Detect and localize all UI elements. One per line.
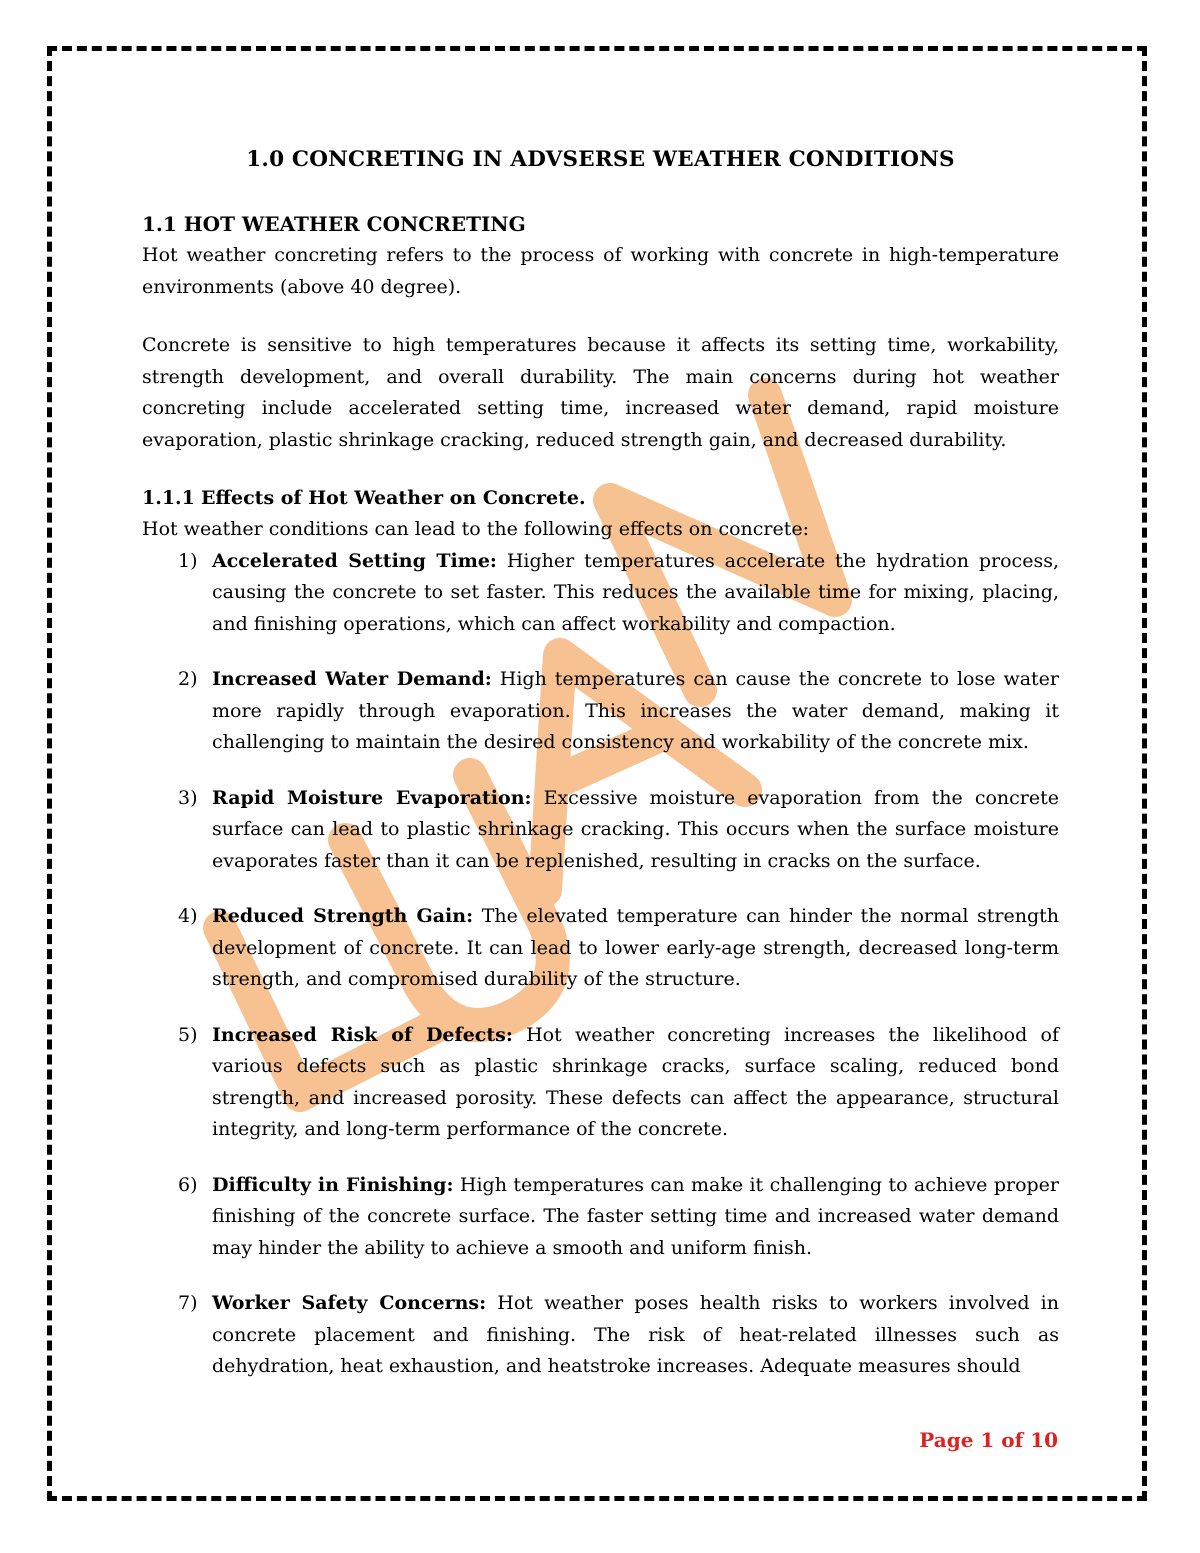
subsection-heading bbox=[142, 483, 1059, 514]
subsection-number: 1.1.1 bbox=[142, 487, 195, 509]
list-item bbox=[142, 1288, 1059, 1383]
list-item-term: Accelerated Setting Time: bbox=[212, 549, 497, 572]
list-item-number: 3) bbox=[178, 786, 198, 809]
list-item-number: 4) bbox=[178, 905, 198, 927]
page-number: Page 1 of 10 bbox=[919, 1428, 1058, 1452]
list-item-term: Increased Risk of Defects: bbox=[212, 1023, 513, 1046]
list-item-text: High temperatures can cause the concrete to lose water more rapidly through evaporation. This increases the water demand, making it challenging to maintain the desired consistency and workability of the concrete mix. bbox=[212, 668, 1059, 753]
subsection-lead: Hot weather conditions can lead to the following effects on concrete: bbox=[142, 518, 810, 540]
list-item-text: High temperatures can make it challenging to achieve proper finishing of the concrete surface. The faster setting time and increased water demand may hinder the ability to achieve a smooth and uniform finish. bbox=[212, 1173, 1059, 1259]
list-item-text: Hot weather poses health risks to workers involved in concrete placement and finishing. The risk of heat-related illnesses such as dehydration, heat exhaustion, and heatstroke increases. Adequate measures should bbox=[212, 1292, 1059, 1377]
list-item bbox=[142, 546, 1059, 641]
list-item bbox=[142, 901, 1059, 996]
list-item bbox=[142, 1020, 1059, 1146]
list-item bbox=[142, 664, 1059, 759]
list-item-text: Hot weather concreting increases the likelihood of various defects such as plastic shrinkage cracks, surface scaling, reduced bond strength, and increased porosity. These defects can affect the appearance, structural integrity, and long-term performance of the concrete. bbox=[212, 1023, 1059, 1140]
document-title: 1.0 CONCRETING IN ADVSERSE WEATHER CONDITIONS bbox=[246, 147, 955, 172]
list-item-term: Reduced Strength Gain: bbox=[212, 905, 474, 927]
effects-list bbox=[142, 546, 1059, 1383]
subsection-title: Effects of Hot Weather on Concrete. bbox=[200, 487, 586, 509]
list-item-term: Worker Safety Concerns: bbox=[212, 1292, 487, 1314]
section-intro: Hot weather concreting refers to the process of working with concrete in high-temperature environments (above 40 degree). bbox=[142, 244, 1059, 298]
page-content bbox=[142, 140, 1059, 1407]
section-heading: 1.1 HOT WEATHER CONCRETING bbox=[142, 212, 526, 236]
list-item-term: Rapid Moisture Evaporation: bbox=[212, 786, 532, 809]
list-item bbox=[142, 783, 1059, 878]
list-item-number: 5) bbox=[178, 1023, 198, 1046]
list-item-text: The elevated temperature can hinder the normal strength development of concrete. It can lead to lower early-age strength, decreased long-term strength, and compromised durability of the structure. bbox=[212, 905, 1059, 990]
section-paragraph: Concrete is sensitive to high temperatures because it affects its setting time, workability, strength development, and overall durability. The main concerns during hot weather concreting include accelerated setting time, increased water demand, rapid moisture evaporation, plastic shrinkage cracking, reduced strength gain, and decreased durability. bbox=[142, 334, 1059, 451]
list-item-number: 2) bbox=[178, 668, 198, 690]
list-item-text: Excessive moisture evaporation from the concrete surface can lead to plastic shrinkage cracking. This occurs when the surface moisture evaporates faster than it can be replenished, resulting in cracks on the surface. bbox=[212, 786, 1059, 872]
list-item bbox=[142, 1170, 1059, 1265]
list-item-text: Higher temperatures accelerate the hydration process, causing the concrete to set faster. This reduces the available time for mixing, placing, and finishing operations, which can affect workability and compaction. bbox=[212, 549, 1059, 635]
list-item-term: Difficulty in Finishing: bbox=[212, 1173, 454, 1196]
list-item-number: 6) bbox=[178, 1173, 198, 1196]
list-item-number: 7) bbox=[178, 1292, 198, 1314]
list-item-number: 1) bbox=[178, 549, 198, 572]
list-item-term: Increased Water Demand: bbox=[212, 668, 492, 690]
